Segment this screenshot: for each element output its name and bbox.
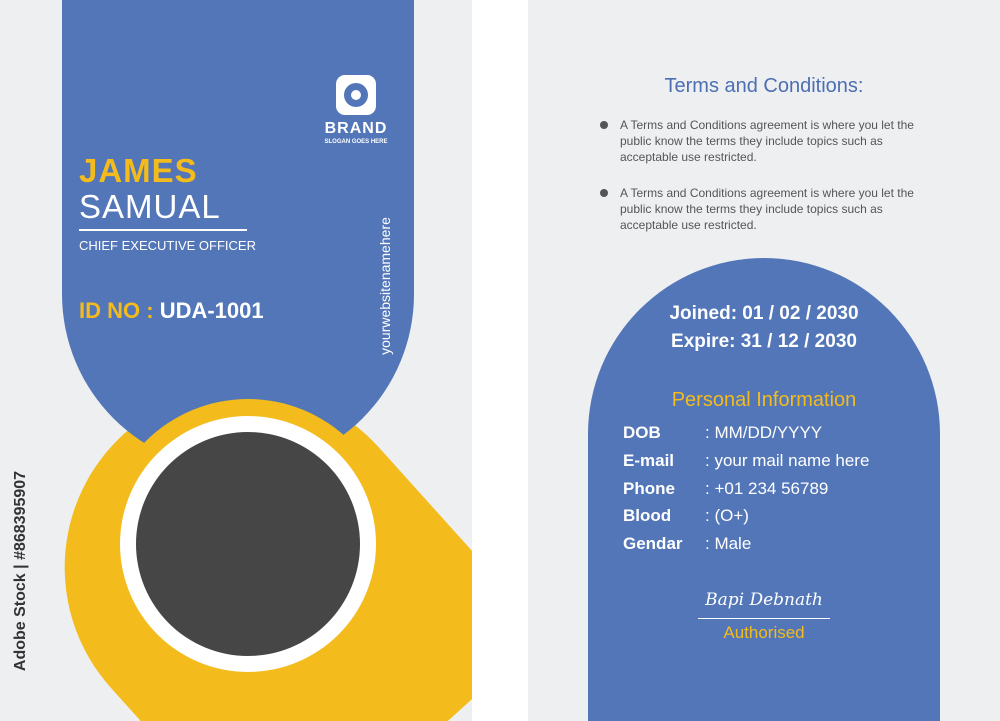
info-value: : Male <box>705 534 752 553</box>
info-value: : +01 234 56789 <box>705 479 829 498</box>
id-number-row <box>79 298 264 324</box>
info-label: Phone <box>623 479 675 498</box>
info-value: : (O+) <box>705 506 749 525</box>
website-text: yourwebsitenamehere <box>377 217 393 355</box>
bullet-icon <box>600 189 608 197</box>
info-value: : MM/DD/YYYY <box>705 423 823 442</box>
bullet-icon <box>600 121 608 129</box>
signature: Bapi Debnath <box>705 590 823 610</box>
info-label: Blood <box>623 506 672 525</box>
id-label: ID NO : <box>79 298 154 323</box>
joined-date: Joined: 01 / 02 / 2030 <box>669 303 859 324</box>
name-underline <box>79 229 247 231</box>
id-card-back <box>528 0 1000 721</box>
id-value: UDA-1001 <box>159 298 264 323</box>
last-name: SAMUAL <box>79 188 221 225</box>
terms-title: Terms and Conditions: <box>664 75 864 97</box>
terms-item <box>600 117 930 165</box>
info-label: E-mail <box>623 451 675 470</box>
photo-placeholder[interactable] <box>136 432 360 656</box>
expire-date: Expire: 31 / 12 / 2030 <box>671 331 857 352</box>
info-row-email <box>623 451 869 471</box>
first-name: JAMES <box>79 152 198 189</box>
info-row-blood <box>623 506 749 526</box>
signature-line <box>698 618 830 619</box>
job-title: CHIEF EXECUTIVE OFFICER <box>79 238 256 253</box>
info-label: Gendar <box>623 534 683 553</box>
id-card-front <box>0 0 472 721</box>
stock-id-label: Adobe Stock | #868395907 <box>12 470 29 672</box>
authorised-label: Authorised <box>723 623 805 642</box>
info-row-phone <box>623 479 828 499</box>
brand-name: BRAND <box>324 120 388 137</box>
personal-info-title: Personal Information <box>671 389 857 411</box>
terms-item <box>600 185 930 233</box>
terms-text: A Terms and Conditions agreement is where you let the public know the terms they include topics such as acceptable use restricted. <box>620 118 914 164</box>
info-row-dob <box>623 423 822 443</box>
terms-text: A Terms and Conditions agreement is where you let the public know the terms they include topics such as acceptable use restricted. <box>620 186 914 232</box>
brand-logo-icon <box>336 75 376 115</box>
info-label: DOB <box>623 423 661 442</box>
brand-slogan: SLOGAN GOES HERE <box>324 139 388 145</box>
terms-list <box>600 117 930 253</box>
info-value: : your mail name here <box>705 451 870 470</box>
info-row-gender <box>623 534 751 554</box>
